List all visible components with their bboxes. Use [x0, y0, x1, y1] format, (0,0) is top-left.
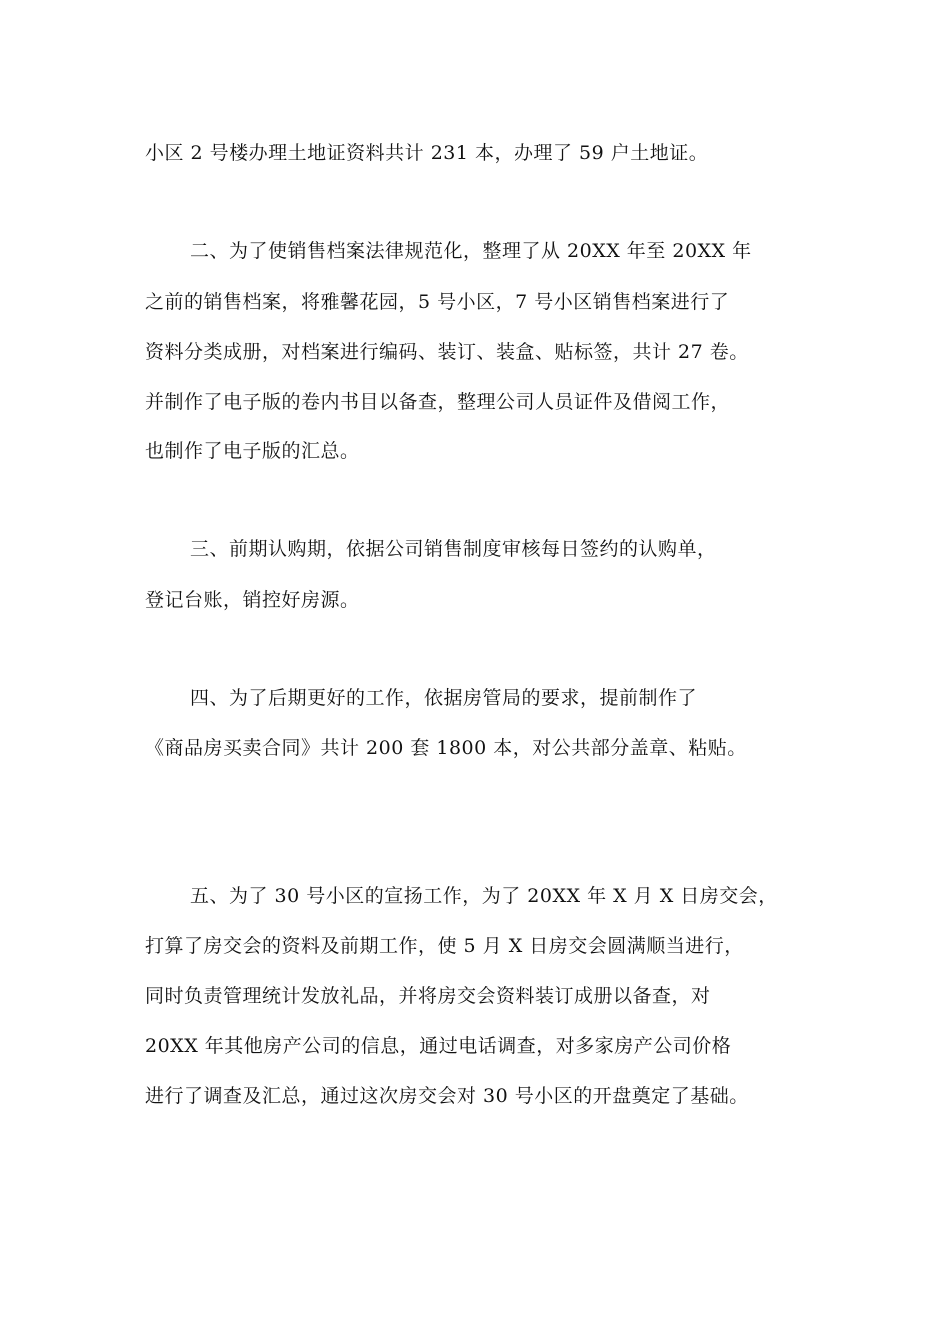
paragraph-1-line-1: 小区 2 号楼办理土地证资料共计 231 本，办理了 59 户土地证。: [145, 142, 709, 164]
paragraph-3-line-2: 登记台账，销控好房源。: [145, 589, 360, 611]
paragraph-3-line-1: 三、前期认购期，依据公司销售制度审核每日签约的认购单，: [190, 538, 717, 560]
paragraph-5-line-2: 打算了房交会的资料及前期工作，使 5 月 X 日房交会圆满顺当进行，: [145, 935, 744, 957]
paragraph-2-line-3: 资料分类成册，对档案进行编码、装订、装盒、贴标签，共计 27 卷。: [145, 341, 749, 363]
paragraph-4-line-2: 《商品房买卖合同》共计 200 套 1800 本，对公共部分盖章、粘贴。: [145, 737, 747, 759]
paragraph-5-line-5: 进行了调查及汇总，通过这次房交会对 30 号小区的开盘奠定了基础。: [145, 1085, 749, 1107]
paragraph-2-line-2: 之前的销售档案，将雅馨花园，5 号小区，7 号小区销售档案进行了: [145, 291, 730, 313]
paragraph-2-line-5: 也制作了电子版的汇总。: [145, 440, 360, 462]
paragraph-5-line-4: 20XX 年其他房产公司的信息，通过电话调查，对多家房产公司价格: [145, 1035, 732, 1057]
paragraph-2-line-4: 并制作了电子版的卷内书目以备查，整理公司人员证件及借阅工作，: [145, 391, 731, 413]
paragraph-5-line-3: 同时负责管理统计发放礼品，并将房交会资料装订成册以备查，对: [145, 985, 711, 1007]
paragraph-5-line-1: 五、为了 30 号小区的宣扬工作，为了 20XX 年 X 月 X 日房交会，: [190, 885, 778, 907]
paragraph-2-line-1: 二、为了使销售档案法律规范化，整理了从 20XX 年至 20XX 年: [190, 240, 752, 262]
paragraph-4-line-1: 四、为了后期更好的工作，依据房管局的要求，提前制作了: [190, 687, 698, 709]
